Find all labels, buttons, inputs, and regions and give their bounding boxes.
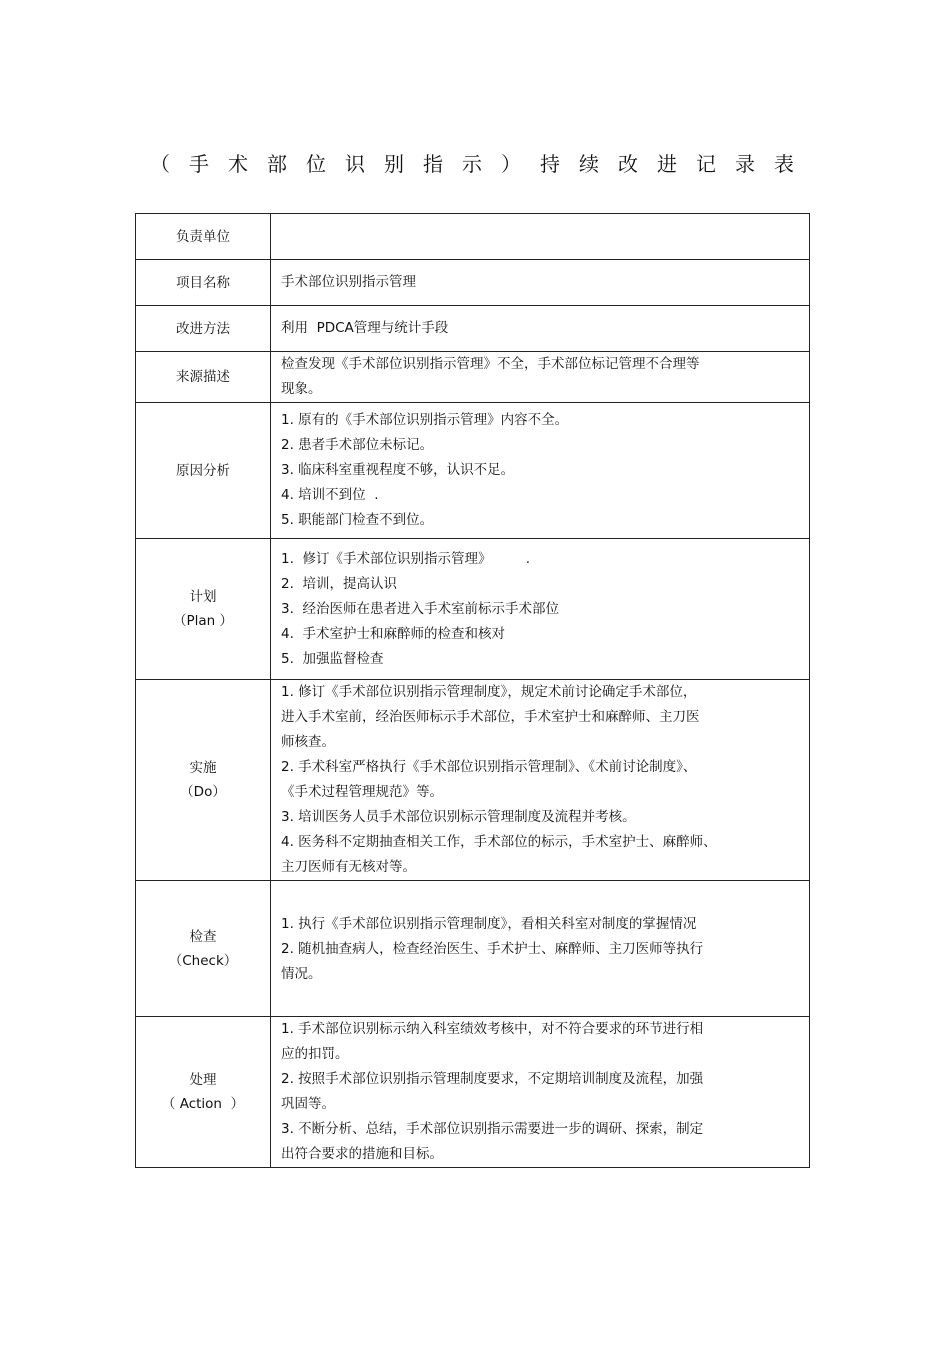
action-line: 3. 不断分析、总结，手术部位识别指示需要进一步的调研、探索，制定 bbox=[281, 1121, 704, 1137]
check-label: 检查 bbox=[189, 928, 217, 945]
check-line: 2. 随机抽查病人，检查经治医生、手术护士、麻醉师、主刀医师等执行 bbox=[281, 940, 704, 957]
cause-line: 4. 培训不到位 . bbox=[281, 487, 379, 503]
row-label-do bbox=[136, 680, 271, 881]
row-label-plan bbox=[136, 539, 271, 680]
row-label-method: 改进方法 bbox=[136, 306, 271, 352]
cause-line: 2. 患者手术部位未标记。 bbox=[281, 437, 434, 453]
action-label: 处理 bbox=[189, 1072, 217, 1088]
row-label-source: 来源描述 bbox=[136, 352, 271, 403]
do-line: 4. 医务科不定期抽查相关工作，手术部位的标示，手术室护士、麻醉师、 bbox=[281, 834, 717, 850]
improvement-record-table bbox=[135, 213, 810, 1168]
do-label: 实施 bbox=[189, 760, 217, 776]
row-value-check bbox=[271, 881, 810, 1017]
row-value-plan bbox=[271, 539, 810, 680]
action-line: 巩固等。 bbox=[281, 1096, 335, 1112]
row-value-do bbox=[271, 680, 810, 881]
row-label-check bbox=[136, 881, 271, 1017]
page-title: （手术部位识别指示）持续改进记录表 bbox=[150, 152, 813, 176]
do-line: 2. 手术科室严格执行《手术部位识别指示管理制》、《术前讨论制度》、 bbox=[281, 759, 697, 775]
row-label-project: 项目名称 bbox=[136, 260, 271, 306]
do-line: 主刀医师有无核对等。 bbox=[281, 859, 416, 875]
row-value-method: 利用 PDCA管理与统计手段 bbox=[271, 306, 810, 352]
plan-label-en: （Plan ） bbox=[172, 613, 233, 629]
action-line: 应的扣罚。 bbox=[281, 1046, 349, 1062]
plan-line: 1. 修订《手术部位识别指示管理》 . bbox=[281, 551, 531, 567]
do-line: 3. 培训医务人员手术部位识别标示管理制度及流程并考核。 bbox=[281, 809, 636, 825]
row-label-cause: 原因分析 bbox=[136, 403, 271, 539]
do-line: 师核查。 bbox=[281, 734, 335, 750]
row-value-project: 手术部位识别指示管理 bbox=[271, 260, 810, 306]
row-label-action bbox=[136, 1017, 271, 1168]
cause-line: 1. 原有的《手术部位识别指示管理》内容不全。 bbox=[281, 412, 569, 428]
action-line: 2. 按照手术部位识别指示管理制度要求，不定期培训制度及流程，加强 bbox=[281, 1071, 704, 1087]
do-line: 1. 修订《手术部位识别指示管理制度》，规定术前讨论确定手术部位， bbox=[281, 684, 697, 700]
check-label-en: （Check） bbox=[168, 952, 238, 969]
row-value-source bbox=[271, 352, 810, 403]
row-value-unit bbox=[271, 214, 810, 260]
table-row bbox=[136, 403, 810, 539]
action-label-en: （ Action ） bbox=[161, 1096, 245, 1112]
plan-line: 3. 经治医师在患者进入手术室前标示手术部位 bbox=[281, 601, 559, 617]
table-row bbox=[136, 539, 810, 680]
table-row bbox=[136, 260, 810, 306]
do-line: 《手术过程管理规范》等。 bbox=[281, 784, 443, 800]
action-line: 出符合要求的措施和目标。 bbox=[281, 1146, 443, 1162]
row-value-cause bbox=[271, 403, 810, 539]
row-label-unit: 负责单位 bbox=[136, 214, 271, 260]
plan-line: 4. 手术室护士和麻醉师的检查和核对 bbox=[281, 626, 505, 642]
source-line: 检查发现《手术部位识别指示管理》不全，手术部位标记管理不合理等 bbox=[281, 356, 700, 372]
table-row bbox=[136, 680, 810, 881]
row-value-action bbox=[271, 1017, 810, 1168]
action-line: 1. 手术部位识别标示纳入科室绩效考核中，对不符合要求的环节进行相 bbox=[281, 1021, 704, 1037]
plan-line: 2. 培训，提高认识 bbox=[281, 576, 397, 592]
check-line: 情况。 bbox=[281, 965, 322, 982]
table-row bbox=[136, 352, 810, 403]
table-row bbox=[136, 306, 810, 352]
table-row bbox=[136, 214, 810, 260]
source-line: 现象。 bbox=[281, 381, 322, 397]
table-row bbox=[136, 1017, 810, 1168]
cause-line: 5. 职能部门检查不到位。 bbox=[281, 512, 434, 528]
cause-line: 3. 临床科室重视程度不够，认识不足。 bbox=[281, 462, 515, 478]
do-line: 进入手术室前，经治医师标示手术部位，手术室护士和麻醉师、主刀医 bbox=[281, 709, 700, 725]
table-row bbox=[136, 881, 810, 1017]
plan-line: 5. 加强监督检查 bbox=[281, 651, 384, 667]
do-label-en: （Do） bbox=[180, 784, 226, 800]
plan-label: 计划 bbox=[189, 589, 217, 605]
check-line: 1. 执行《手术部位识别指示管理制度》，看相关科室对制度的掌握情况 bbox=[281, 915, 697, 932]
